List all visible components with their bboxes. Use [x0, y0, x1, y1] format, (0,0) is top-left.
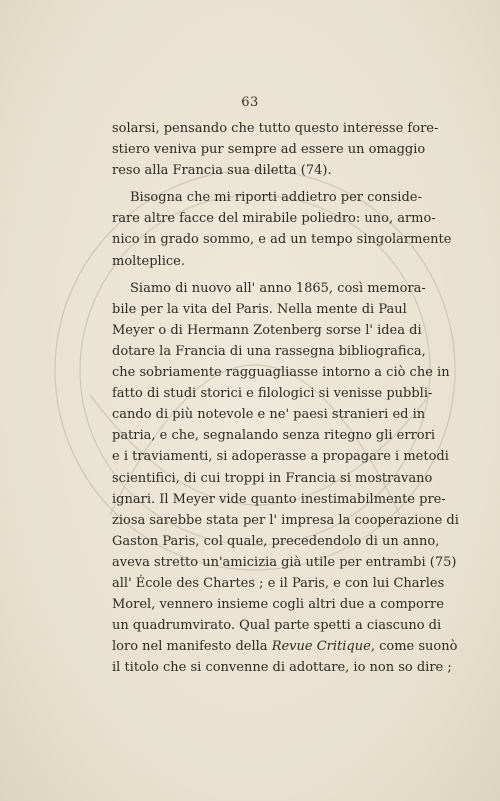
- text-line: nico in grado sommo, e ad un tempo singolarmente: [112, 232, 452, 248]
- text-line: Morel, vennero insieme cogli altri due a comporre: [112, 597, 444, 613]
- text-line: patria, e che, segnalando senza ritegno gli errori: [112, 428, 435, 444]
- text-line: Gaston Paris, col quale, precedendolo di un anno,: [112, 533, 440, 549]
- page-number: 63: [241, 95, 259, 110]
- body-text: [112, 118, 459, 678]
- text-line: dotare la Francia di una rassegna bibliografica,: [112, 343, 426, 359]
- text-line-with-journal-title: [112, 636, 458, 657]
- text-line: rare altre facce del mirabile poliedro: uno, armo-: [112, 211, 436, 227]
- paragraph-2: [112, 187, 452, 271]
- text-line: un quadrumvirato. Qual parte spetti a ciascuno di: [112, 618, 442, 634]
- text-line: fatto di studi storici e filologici si venisse pubbli-: [112, 386, 433, 402]
- text-line: stiero veniva pur sempre ad essere un omaggio: [112, 142, 426, 158]
- text-line: aveva stretto un'amicizia già utile per entrambi (75): [112, 554, 457, 570]
- text-line: molteplice.: [112, 253, 185, 269]
- line-start: loro nel manifesto della: [112, 639, 272, 655]
- text-line: il titolo che si convenne di adottare, io non so dire ;: [112, 660, 452, 676]
- text-line: Meyer o di Hermann Zotenberg sorse l' idea di: [112, 322, 422, 338]
- text-line: Siamo di nuovo all' anno 1865, così memora-: [130, 280, 426, 296]
- journal-title: Revue Critique: [271, 639, 371, 655]
- text-line: cando di più notevole e ne' paesi stranieri ed in: [112, 407, 426, 423]
- text-line: all' École des Chartes ; e il Paris, e con lui Charles: [112, 575, 445, 591]
- text-line: reso alla Francia sua diletta (74).: [112, 163, 332, 179]
- text-line: solarsi, pensando che tutto questo interesse fore-: [112, 121, 439, 136]
- text-line: bile per la vita del Paris. Nella mente di Paul: [112, 301, 407, 317]
- text-line: ziosa sarebbe stata per l' impresa la cooperazione di: [112, 512, 459, 528]
- paragraph-3: [112, 278, 459, 679]
- text-line: che sobriamente ragguagliasse intorno a ciò che in: [112, 365, 450, 381]
- text-line: e i traviamenti, si adoperasse a propagare i metodi: [112, 449, 449, 465]
- text-line: Bisogna che mi riporti addietro per conside-: [130, 190, 422, 206]
- line-end: , come suonò: [370, 639, 458, 655]
- text-line: scientifici, di cui troppi in Francia si mostravano: [112, 470, 433, 486]
- paragraph-1: [112, 118, 439, 181]
- text-line: ignari. Il Meyer vide quanto inestimabilmente pre-: [112, 491, 446, 507]
